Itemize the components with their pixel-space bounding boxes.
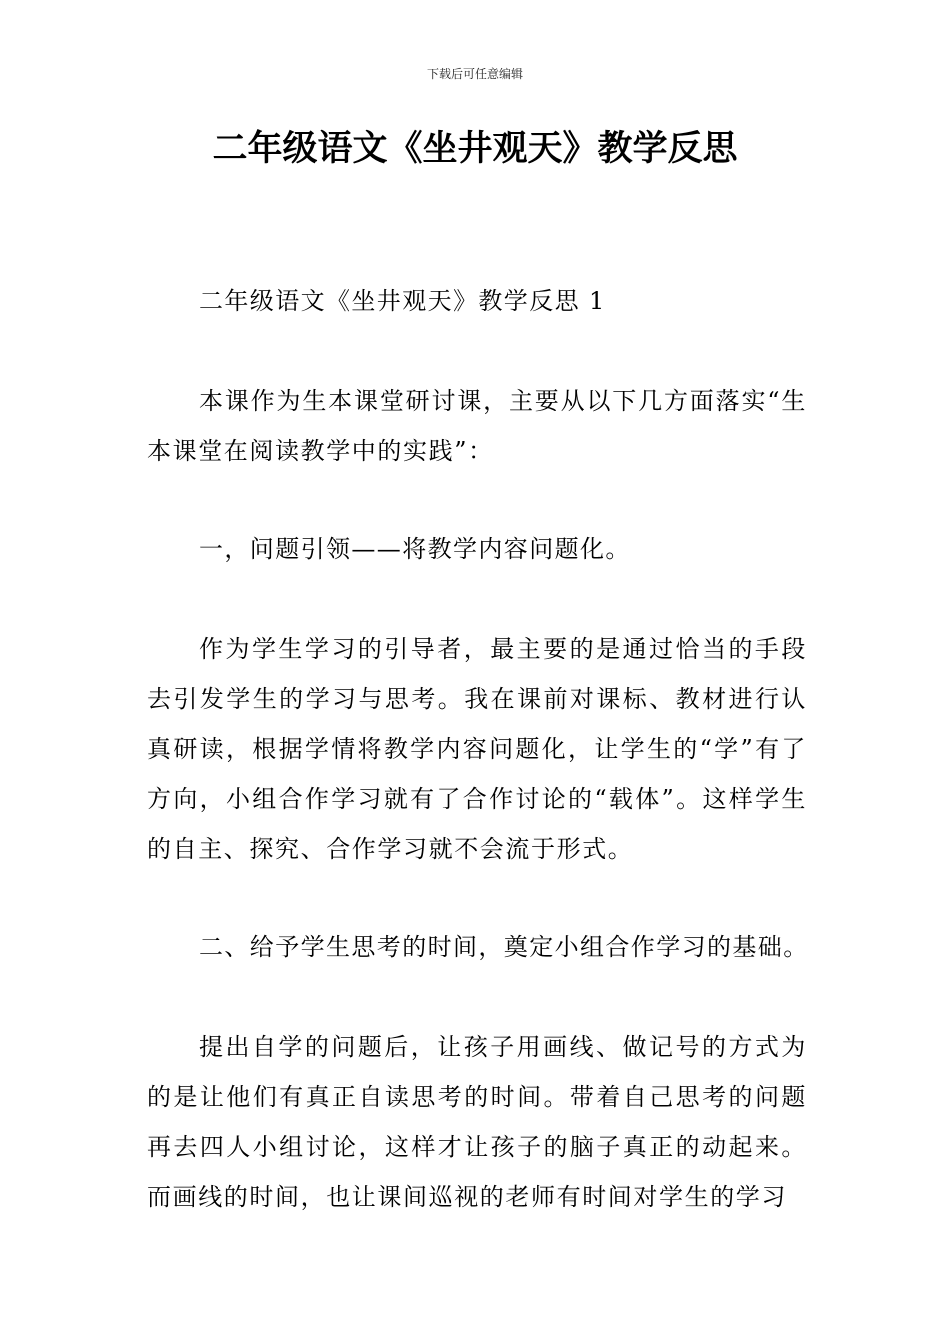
point2-heading: 二、给予学生思考的时间，奠定小组合作学习的基础。 bbox=[199, 933, 809, 961]
point1-heading: 一，问题引领——将教学内容问题化。 bbox=[199, 535, 631, 563]
intro-paragraph: 本课作为生本课堂研讨课，主要从以下几方面落实“生本课堂在阅读教学中的实践”： bbox=[147, 387, 807, 465]
document-title: 二年级语文《坐井观天》教学反思 bbox=[212, 129, 738, 169]
point2-paragraph: 提出自学的问题后，让孩子用画线、做记号的方式为的是让他们有真正自读思考的时间。带着自己思考的问题再去四人小组讨论，这样才让孩子的脑子真正的动起来。而画线的时间，也让课间巡视的老师有时间对学生的学习 bbox=[147, 1033, 807, 1211]
point1-paragraph: 作为学生学习的引导者，最主要的是通过恰当的手段去引发学生的学习与思考。我在课前对课标、教材进行认真研读，根据学情将教学内容问题化，让学生的“学”有了方向，小组合作学习就有了合作讨论的“载体”。这样学生的自主、探究、合作学习就不会流于形式。 bbox=[147, 635, 807, 863]
header-note: 下载后可任意编辑 bbox=[426, 67, 523, 81]
section-title: 二年级语文《坐井观天》教学反思 1 bbox=[199, 287, 606, 315]
